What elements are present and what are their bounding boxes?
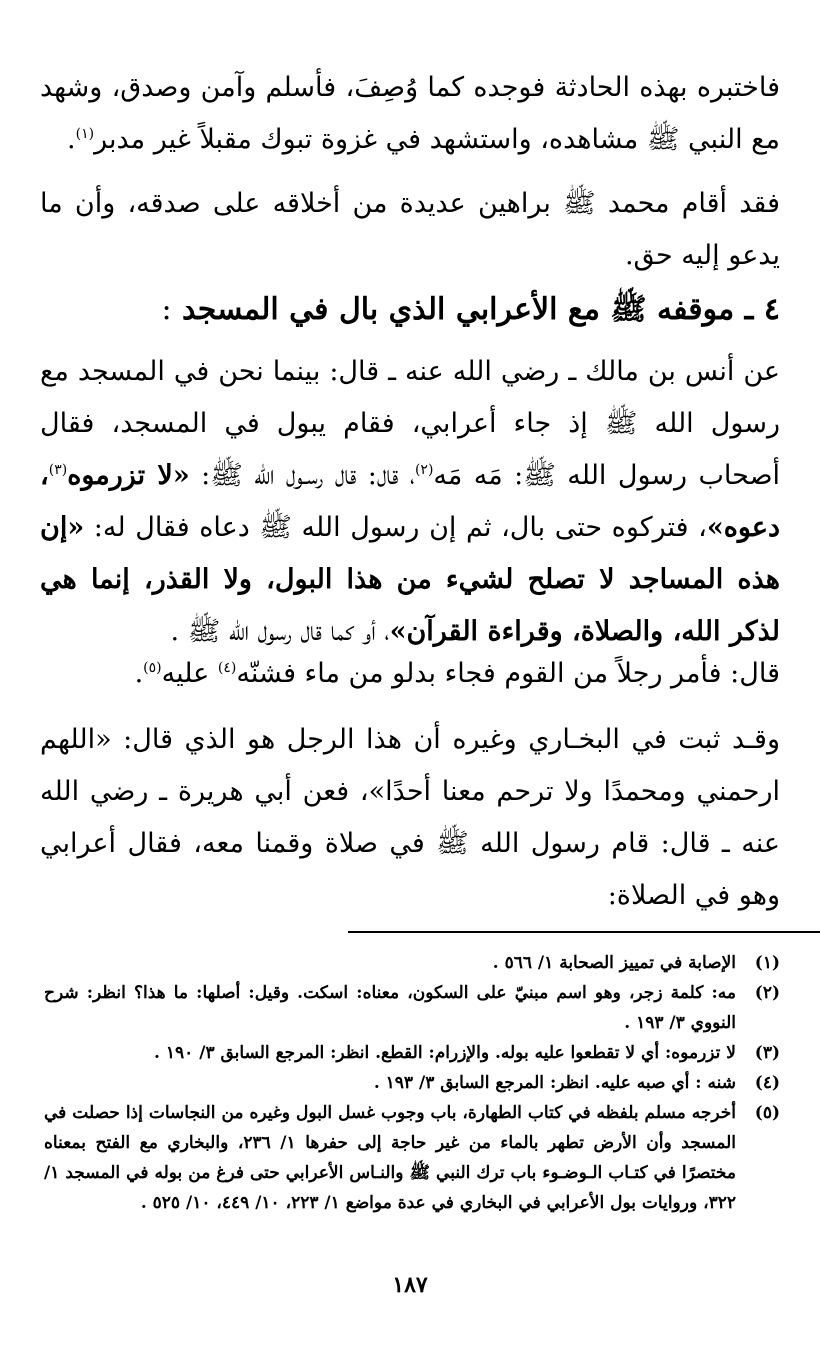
footnote-text: لا تزرموه: أي لا تقطعوا عليه بوله. والإزرام: القطع. انظر: المرجع السابق ٣/ ١٩٠ . [154,1043,736,1063]
paragraph-3-text-a: عن أنس بن مالك ـ رضي الله عنه ـ قال: بينما نحن في المسجد مع رسول الله ﷺ إذ جاء أعرابي، فقام يبول في المسجد، فقال أصحاب رسول الله ﷺ: مَه مَه [40,356,780,491]
footnote-number: (٤) [754,1073,780,1093]
section-heading-text: ٤ ـ موقفه ﷺ مع الأعرابي الذي بال في المسجد [182,292,780,327]
paragraph-3-text-c: ، فتركوه حتى بال، ثم إن رسول الله ﷺ دعاه فقال له: [84,512,707,543]
footnote-number: (١) [754,953,780,973]
paragraph-3-text-d: ، أو كما قال رسول الله ﷺ . [170,616,390,647]
paragraph-4-text-a: قال: فأمر رجلاً من القوم فجاء بدلو من ماء فشنّه [236,658,780,689]
footnote-ref-4[interactable]: (٤) [217,660,237,676]
footnotes-list [44,948,780,1218]
paragraph-2: فقد أقام محمد ﷺ براهين عديدة من أخلاقه على صدقه، وأن ما يدعو إليه حق. [40,188,780,271]
footnote-5 [44,1098,780,1218]
paragraph-5: وقـد ثبت في البخـاري وغيره أن هذا الرجل هو الذي قال: «اللهم ارحمني ومحمدًا ولا ترحم معنا أحدًا»، فعن أبي هريرة ـ رضي الله عنه ـ قال: قام رسول الله ﷺ في صلاة وقمنا معه، فقال أعرابي وهو في الصلاة: [40,724,780,911]
footnote-3 [44,1038,780,1068]
footnote-text: أخرجه مسلم بلفظه في كتاب الطهارة، باب وجوب غسل البول وغيره من النجاسات إذا حصلت في المسجد وأن الأرض تطهر بالماء من غير حاجة إلى حفرها ١/ ٢٣٦، والبخاري مع الفتح بمعناه مختصرًا في كتـاب الـوضـوء باب ترك النبي ﷺ والنـاس الأعرابي حتى فرغ من بوله في المسجد ١/ ٣٢٢، وروايات بول الأعرابي في البخاري في عدة مواضع ١/ ٢٢٣، ١٠/ ٤٤٩، ١٠/ ٥٢٥ . [44,1103,736,1213]
hadith-quote-1: «لا تزرموه [67,460,190,491]
paragraph-3 [40,346,780,658]
footnote-text: شنه : أي صبه عليه. انظر: المرجع السابق ٣/ ١٩٣ . [373,1073,736,1093]
footnote-ref-5[interactable]: (٥) [143,660,162,676]
paragraph-1 [40,62,780,166]
hadith-quote-3: «إن هذه المساجد لا تصلح لشيء من هذا البول، ولا القذر، إنما هي لذكر الله، والصلاة، وقراءة القرآن» [40,512,780,647]
footnote-ref-1[interactable]: (١) [75,126,95,142]
footnote-number: (٥) [754,1103,780,1123]
footnote-ref-2[interactable]: (٢) [414,462,434,478]
paragraph-3-text-b: ، قال: قال رسـول الله ﷺ: [189,460,415,491]
footnote-number: (٢) [754,983,780,1003]
footnote-ref-3[interactable]: (٣) [48,462,68,478]
footnote-divider [348,931,820,933]
paragraph-4 [40,648,780,700]
section-heading [40,284,780,336]
footnote-2 [44,978,780,1038]
footnote-number: (٣) [754,1043,780,1063]
paragraph-1-end: . [67,124,76,155]
footnote-4 [44,1068,780,1098]
paragraph-4-text-b: عليه [161,658,218,689]
footnote-text: مه: كلمة زجر، وهو اسم مبنيّ على السكون، معناه: اسكت. وقيل: أصلها: ما هذا؟ انظر: شرح النووي ٣/ ١٩٣ . [44,983,736,1033]
section-heading-colon: : [161,292,172,327]
footnote-text: الإصابة في تمييز الصحابة ١/ ٥٦٦ . [492,953,736,973]
paragraph-4-end: . [134,658,144,689]
page-number: ١٨٧ [392,1272,428,1298]
footnote-1 [44,948,780,978]
paragraph-1-text: فاختبره بهذه الحادثة فوجده كما وُصِفَ، فأسلم وآمن وصدق، وشهد مع النبي ﷺ مشاهده، واستشهد في غزوة تبوك مقبلاً غير مدبر [40,72,780,155]
hadith-quote-2: ، دعوه» [40,460,780,543]
book-page [40,0,780,1347]
